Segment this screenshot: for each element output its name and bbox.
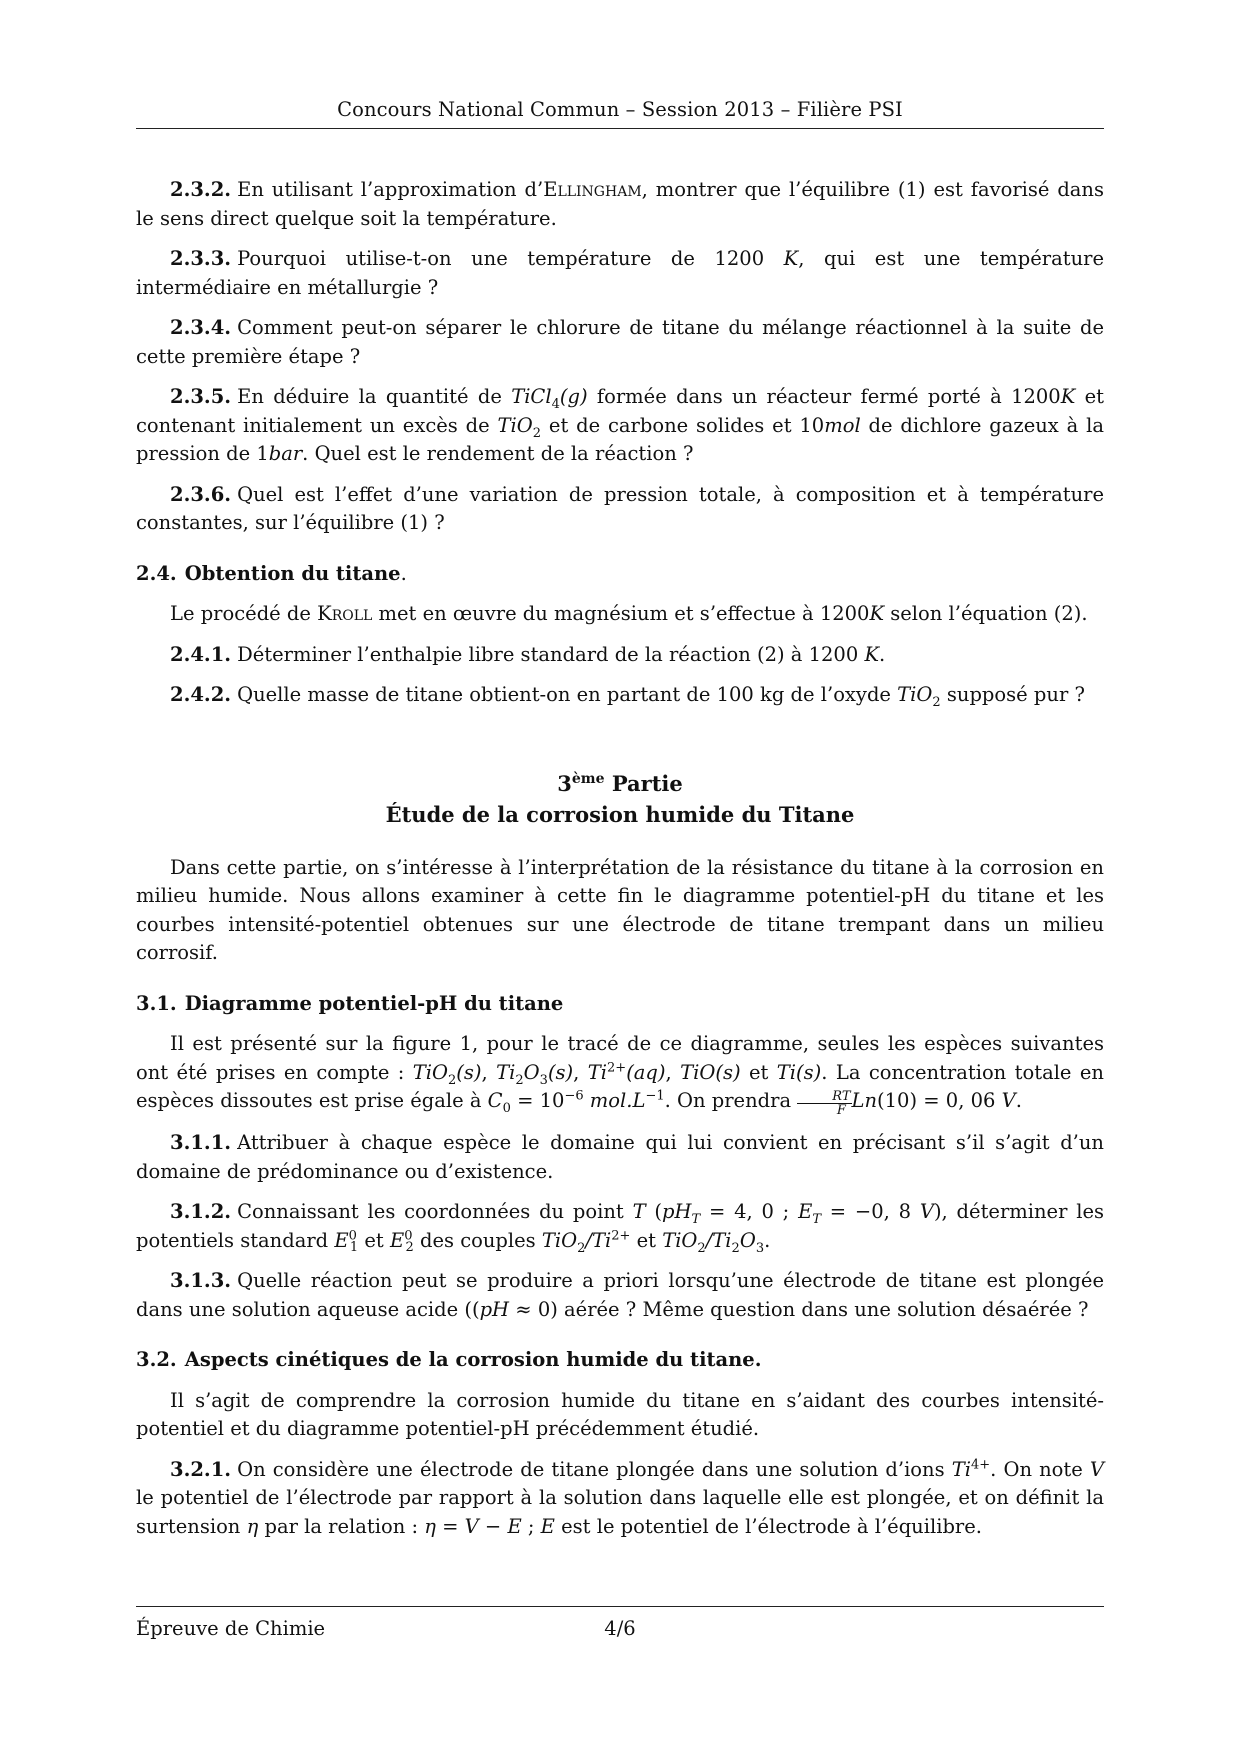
question-2-3-4: 2.3.4. Comment peut-on séparer le chlorure de titane du mélange réactionnel à la suite de cette première étape ? (136, 316, 1104, 368)
question-2-3-2: 2.3.2. En utilisant l’approximation d’Ellingham, montrer que l’équilibre (1) est favorisé dans le sens direct quelque soit la température. (136, 178, 1105, 230)
question-label: 2.3.3. (170, 247, 232, 270)
question-2-3-6: 2.3.6. Quel est l’effet d’une variation de pression totale, à composition et à température constantes, sur l’équilibre (1) ? (136, 482, 1104, 534)
rt-over-f-fraction: $\frac{RT}{F}$ (797, 1090, 851, 1117)
question-label: 2.3.5. (170, 385, 232, 408)
question-label: 2.3.2. (170, 178, 232, 201)
question-3-1-2: 3.1.2. Connaissant les coordonnées du point T ($pH_T = 4$, 0 ; $E_T = -0$, 8 V), déterminer les potentiels standard $E^0_1$ et $E^0_2$ des couples $TiO_2/Ti^{2+}$ et $TiO_2/Ti_2O_3$. (136, 1200, 1105, 1256)
question-3-1-1: 3.1.1. Attribuer à chaque espèce le domaine qui lui convient en précisant s’il s’agit d’un domaine de prédominance ou d’existence. (136, 1131, 1104, 1183)
question-label: 2.3.4. (170, 316, 232, 339)
header-rule (136, 128, 1104, 129)
footer-subject: Épreuve de Chimie (136, 1617, 326, 1640)
question-3-2-1: 3.2.1. On considère une électrode de titane plongée dans une solution d’ions $Ti^{4+}$. On note V le potentiel de l’électrode par rapport à la solution dans laquelle elle est plongée, et on définit la surtension η par la relation : η = V − E ; E est le potentiel de l’électrode à l’équilibre. (136, 1457, 1105, 1538)
question-2-4-1: 2.4.1. Déterminer l’enthalpie libre standard de la réaction (2) à 1200 K. (170, 642, 886, 666)
section-3-1-paragraph: Il est présenté sur la figure 1, pour le tracé de ce diagramme, seules les espèces suivantes ont été prises en compte : TiO$_2$(s), $Ti_2O_3(s)$, $Ti^{2+}(aq)$, TiO(s) et Ti(s). La concentration totale en espèces dissoutes est prise égale à $C_0 = 10^{-6}$ $mol.L^{-1}$. On prendra $\frac{RT}{F}$ Ln(10) = 0, 06 V. (136, 1032, 1104, 1118)
footer-rule (136, 1606, 1104, 1607)
question-3-1-3: 3.1.3. Quelle réaction peut se produire a priori lorsqu’une électrode de titane est plongée dans une solution aqueuse acide ((pH ≈ 0) aérée ? Même question dans une solution désaérée ? (136, 1269, 1104, 1321)
question-label: 3.1.1. (170, 1131, 232, 1154)
question-label: 3.1.3. (170, 1269, 232, 1292)
question-label: 2.3.6. (170, 482, 232, 506)
question-label: 3.1.2. (170, 1200, 232, 1223)
part-3-title (136, 768, 1104, 830)
section-2-4-paragraph: Le procédé de Kroll met en œuvre du magnésium et s’effectue à 1200K selon l’équation (2). (170, 602, 1088, 625)
section-3-2-paragraph: Il s’agit de comprendre la corrosion humide du titane en s’aidant des courbes intensité-potentiel et du diagramme potentiel-pH précédemment étudié. (136, 1388, 1104, 1440)
page-content (136, 176, 1104, 1553)
section-2-4-heading: 2.4. Obtention du titane. (136, 561, 407, 585)
page-number: 4/6 (604, 1617, 636, 1640)
page-header: Concours National Commun – Session 2013 – Filière PSI (337, 98, 903, 121)
part-number: 3ème Partie (557, 770, 683, 796)
section-3-2-heading: 3.2. Aspects cinétiques de la corrosion humide du titane. (136, 1348, 762, 1371)
part-heading: Étude de la corrosion humide du Titane (385, 801, 855, 827)
question-label: 2.4.2. (170, 683, 232, 706)
author-name: Ellingham (543, 178, 642, 201)
question-2-3-5: 2.3.5. En déduire la quantité de TiCl$_4$(g) formée dans un réacteur fermé porté à 1200K et contenant initialement un excès de TiO$_2$ et de carbone solides et 10mol de dichlore gazeux à la pression de 1bar. Quel est le rendement de la réaction ? (136, 385, 1104, 465)
question-label: 2.4.1. (170, 642, 232, 666)
question-2-3-3: 2.3.3. Pourquoi utilise-t-on une température de 1200 K, qui est une température intermédiaire en métallurgie ? (136, 247, 1105, 299)
question-label: 3.2.1. (170, 1457, 232, 1481)
part-3-intro: Dans cette partie, on s’intéresse à l’interprétation de la résistance du titane à la corrosion en milieu humide. Nous allons examiner à cette fin le diagramme potentiel-pH du titane et les courbes intensité-potentiel obtenues sur une électrode de titane trempant dans un milieu corrosif. (136, 855, 1104, 964)
question-2-4-2: 2.4.2. Quelle masse de titane obtient-on en partant de 100 kg de l’oxyde TiO$_2$ supposé pur ? (170, 683, 1085, 710)
section-3-1-heading: 3.1. Diagramme potentiel-pH du titane (136, 991, 564, 1015)
author-name: Kroll (317, 602, 373, 625)
